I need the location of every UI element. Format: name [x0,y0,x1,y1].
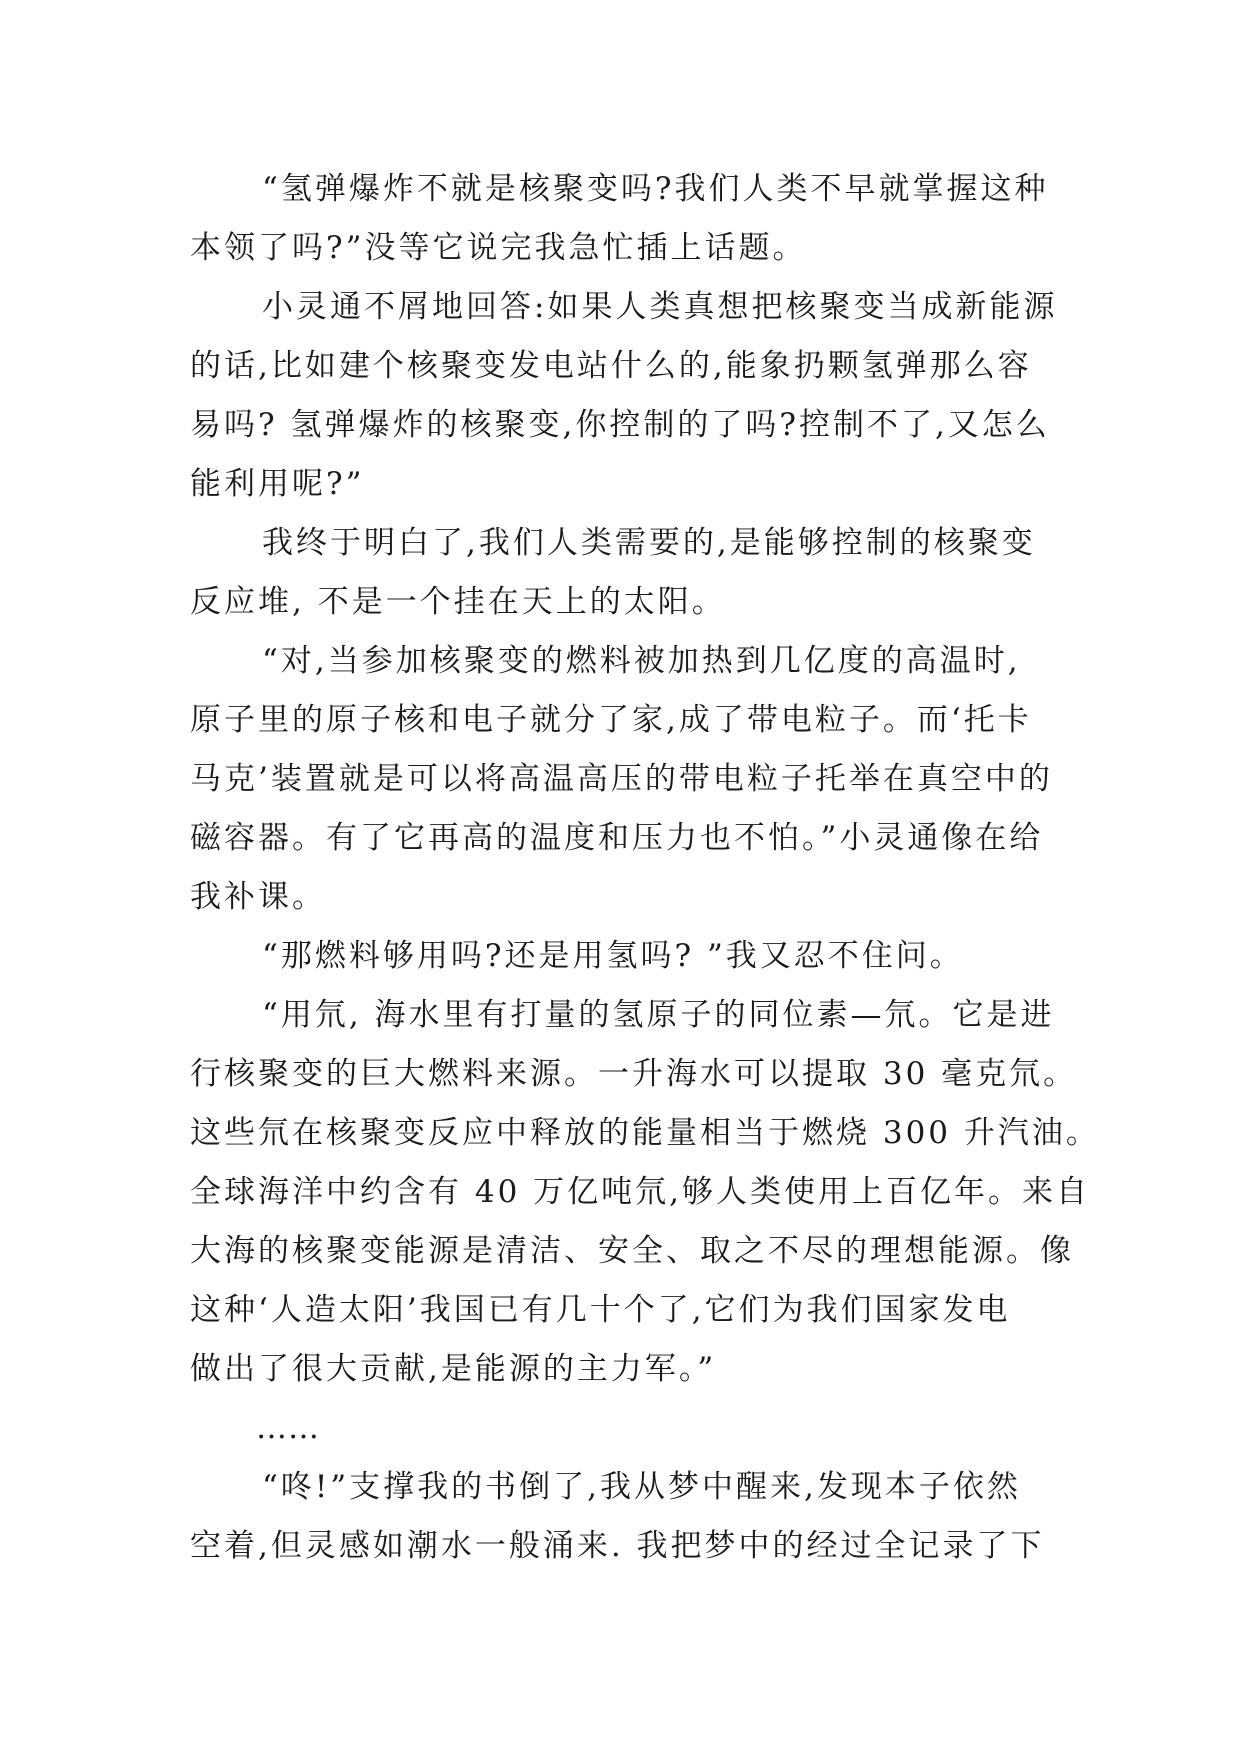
story-text [190,160,1100,1576]
text-line: “氢弹爆炸不就是核聚变吗?我们人类不早就掌握这种 [262,171,1049,207]
text-line: 易吗? 氢弹爆炸的核聚变,你控制的了吗?控制不了,又怎么 [190,407,1050,443]
text-line: “那燃料够用吗?还是用氢吗? ”我又忍不住问。 [262,938,964,974]
text-line: 大海的核聚变能源是清洁、安全、取之不尽的理想能源。像 [190,1233,1074,1269]
text-line: 马克’装置就是可以将高温高压的带电粒子托举在真空中的 [190,761,1053,797]
text-line: 原子里的原子核和电子就分了家,成了带电粒子。而‘托卡 [190,702,1032,738]
text-line: 反应堆, 不是一个挂在天上的太阳。 [190,584,726,620]
text-line: “用氘, 海水里有打量的氢原子的同位素—氘。它是进 [262,997,1055,1033]
text-line: “咚!”支撑我的书倒了,我从梦中醒来,发现本子依然 [262,1469,1021,1505]
text-line: 空着,但灵感如潮水一般涌来. 我把梦中的经过全记录了下 [190,1528,1045,1564]
text-line: 这种‘人造太阳’我国已有几十个了,它们为我们国家发电 [190,1292,1011,1328]
text-line: 能利用呢?” [190,466,365,502]
text-line: 这些氘在核聚变反应中释放的能量相当于燃烧 300 升汽油。 [190,1115,1100,1151]
text-line: 我补课。 [190,879,326,915]
text-line: 小灵通不屑地回答:如果人类真想把核聚变当成新能源 [262,289,1058,325]
text-line: 行核聚变的巨大燃料来源。一升海水可以提取 30 毫克氘。 [190,1056,1078,1092]
ellipsis-line: …… [256,1410,320,1446]
text-line: 本领了吗?”没等它说完我急忙插上话题。 [190,230,807,266]
text-line: “对,当参加核聚变的燃料被加热到几亿度的高温时, [262,643,1021,679]
text-line: 的话,比如建个核聚变发电站什么的,能象扔颗氢弹那么容 [190,348,1032,384]
text-line: 磁容器。有了它再高的温度和压力也不怕。”小灵通像在给 [190,820,1044,856]
text-line: 做出了很大贡献,是能源的主力军。” [190,1351,717,1387]
text-line: 我终于明白了,我们人类需要的,是能够控制的核聚变 [262,525,1036,561]
text-line: 全球海洋中约含有 40 万亿吨氘,够人类使用上百亿年。来自 [190,1174,1091,1210]
